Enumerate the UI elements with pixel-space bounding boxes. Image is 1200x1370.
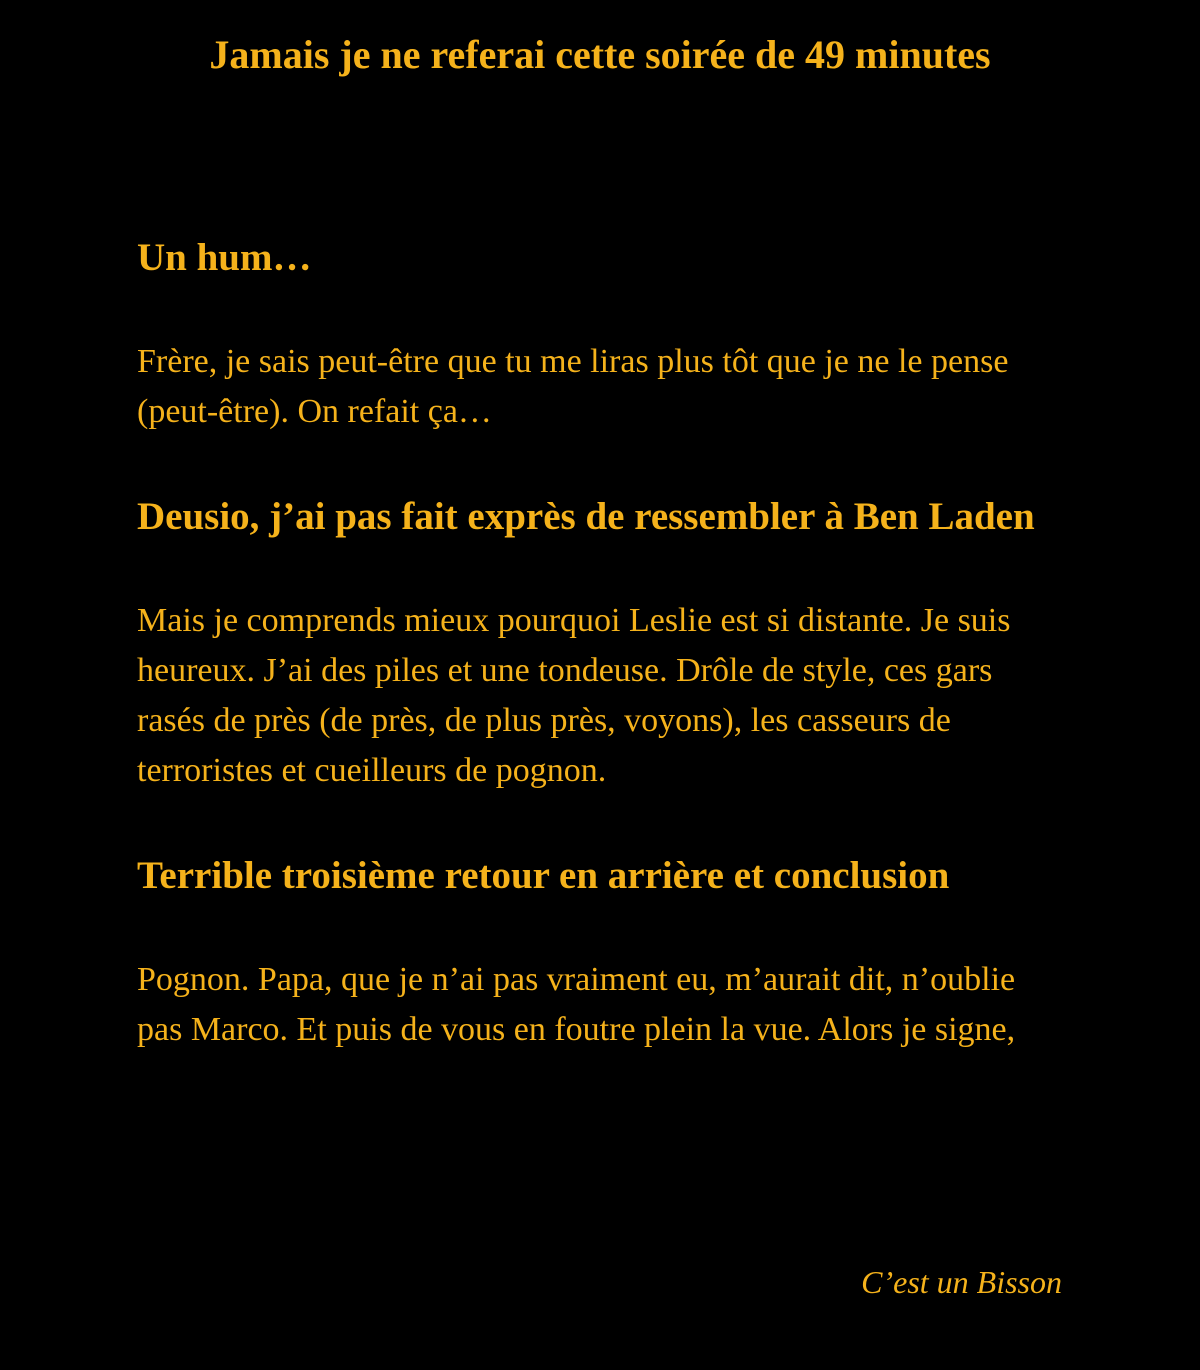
- section-heading-2: Deusio, j’ai pas fait exprès de ressembler à Ben Laden: [137, 495, 1035, 538]
- section-heading-3: Terrible troisième retour en arrière et conclusion: [137, 854, 950, 897]
- section-paragraph-3: Pognon. Papa, que je n’ai pas vraiment eu, m’aurait dit, n’oublie pas Marco. Et puis de vous en foutre plein la vue. Alors je signe,: [137, 961, 1016, 1048]
- section-paragraph-1: Frère, je sais peut-être que tu me liras plus tôt que je ne le pense (peut-être). On refait ça…: [137, 343, 1009, 430]
- section-heading-1: Un hum…: [137, 236, 312, 279]
- section-paragraph-2: Mais je comprends mieux pourquoi Leslie est si distante. Je suis heureux. J’ai des piles et une tondeuse. Drôle de style, ces gars rasés de près (de près, de plus près, voyons), les casseurs de terroristes et cueilleurs de pognon.: [137, 602, 1011, 789]
- document-body: [137, 230, 1067, 1055]
- signature: C’est un Bisson: [861, 1264, 1062, 1300]
- document-title: Jamais je ne referai cette soirée de 49 minutes: [209, 32, 991, 77]
